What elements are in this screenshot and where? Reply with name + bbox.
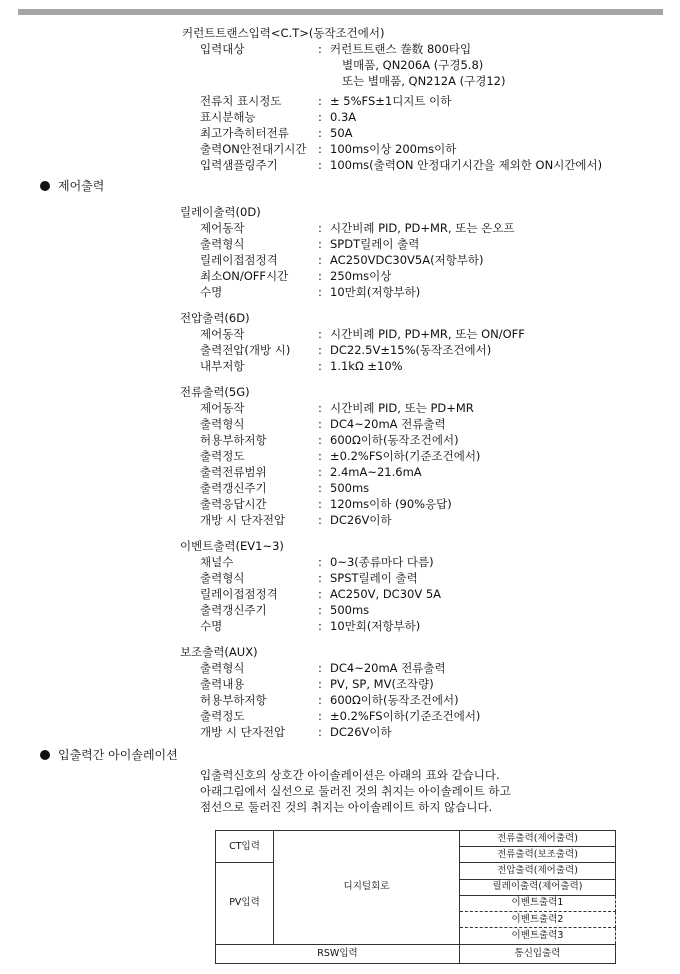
spec-label: 표시분해능	[200, 110, 256, 124]
colon-separator: :	[318, 693, 322, 707]
spec-label: 출력형식	[200, 571, 245, 585]
colon-separator: :	[318, 587, 322, 601]
spec-value: 500ms	[330, 603, 370, 617]
output-cell: 이벤트출력1	[460, 895, 616, 911]
colon-separator: :	[318, 94, 322, 108]
colon-separator: :	[318, 343, 322, 357]
colon-separator: :	[318, 269, 322, 283]
colon-separator: :	[318, 237, 322, 251]
group-title: 이벤트출력(EV1~3)	[180, 539, 284, 553]
spec-label: 전류치 표시정도	[200, 94, 282, 108]
colon-separator: :	[318, 110, 322, 124]
spec-label: 출력내용	[200, 677, 245, 691]
group-title: 보조출력(AUX)	[180, 645, 258, 659]
bullet-icon	[40, 181, 50, 191]
colon-separator: :	[318, 401, 322, 415]
paragraph-line: 점선으로 둘러진 것의 취지는 아이솔레이트 하지 않습니다.	[200, 800, 493, 814]
spec-label: 출력형식	[200, 661, 245, 675]
spec-value: 0~3(종류마다 다름)	[330, 555, 434, 569]
colon-separator: :	[318, 142, 322, 156]
paragraph-line: 아래그림에서 실선으로 둘러진 것의 취지는 아이솔레이트 하고	[200, 784, 511, 798]
spec-value: DC26V이하	[330, 725, 392, 739]
spec-value: AC250V, DC30V 5A	[330, 587, 442, 601]
spec-label: 허용부하저항	[200, 433, 267, 447]
spec-label: 입력샘플링주기	[200, 158, 278, 172]
colon-separator: :	[318, 359, 322, 373]
colon-separator: :	[318, 327, 322, 341]
colon-separator: :	[318, 285, 322, 299]
output-cell: 릴레이출력(제어출력)	[460, 879, 616, 895]
colon-separator: :	[318, 555, 322, 569]
spec-value: DC4~20mA 전류출력	[330, 417, 446, 431]
colon-separator: :	[318, 725, 322, 739]
spec-value: DC22.5V±15%(동작조건에서)	[330, 343, 492, 357]
spec-value: 120ms이하 (90%응답)	[330, 497, 452, 511]
spec-value: ±0.2%FS이하(기준조건에서)	[330, 449, 481, 463]
colon-separator: :	[318, 465, 322, 479]
spec-label: 출력형식	[200, 417, 245, 431]
spec-value: 600Ω이하(동작조건에서)	[330, 433, 459, 447]
colon-separator: :	[318, 603, 322, 617]
spec-value: 600Ω이하(동작조건에서)	[330, 693, 459, 707]
section-heading: 제어출력	[58, 179, 105, 193]
spec-value: 500ms	[330, 481, 370, 495]
spec-value: 시간비례 PID, PD+MR, 또는 ON/OFF	[330, 327, 525, 341]
spec-label: 제어동작	[200, 221, 245, 235]
spec-value: 시간비례 PID, 또는 PD+MR	[330, 401, 474, 415]
spec-label: 출력ON안전대기시간	[200, 142, 307, 156]
colon-separator: :	[318, 221, 322, 235]
spec-label: 수명	[200, 285, 223, 299]
colon-separator: :	[318, 571, 322, 585]
rsw-input-cell: RSW입력	[216, 944, 460, 963]
paragraph-line: 입출력신호의 상호간 아이솔레이션은 아래의 표와 같습니다.	[200, 768, 500, 782]
colon-separator: :	[318, 481, 322, 495]
spec-value: 2.4mA~21.6mA	[330, 465, 422, 479]
group-title: 전압출력(6D)	[180, 311, 250, 325]
spec-label: 출력정도	[200, 709, 245, 723]
spec-value: ±0.2%FS이하(기준조건에서)	[330, 709, 481, 723]
spec-label: 수명	[200, 619, 223, 633]
spec-label: 입력대상	[200, 42, 245, 56]
digital-circuit-cell: 디지털회로	[274, 831, 460, 945]
spec-value: 50A	[330, 126, 353, 140]
spec-value: ± 5%FS±1디지트 이하	[330, 94, 452, 108]
spec-label: 출력갱신주기	[200, 481, 267, 495]
pv-input-cell: PV입력	[216, 863, 274, 944]
spec-label: 개방 시 단자전압	[200, 513, 286, 527]
colon-separator: :	[318, 417, 322, 431]
spec-label: 최소ON/OFF시간	[200, 269, 289, 283]
bullet-icon	[40, 750, 50, 760]
colon-separator: :	[318, 497, 322, 511]
colon-separator: :	[318, 253, 322, 267]
spec-label: 최고가측히터전류	[200, 126, 289, 140]
spec-value: 1.1kΩ ±10%	[330, 359, 403, 373]
spec-value: PV, SP, MV(조작량)	[330, 677, 434, 691]
output-cell: 전류출력(제어출력)	[460, 831, 616, 847]
colon-separator: :	[318, 709, 322, 723]
spec-label: 출력정도	[200, 449, 245, 463]
spec-label: 릴레이접점정격	[200, 587, 278, 601]
spec-label: 채널수	[200, 555, 234, 569]
spec-label: 출력형식	[200, 237, 245, 251]
ct-input-cell: CT입력	[216, 831, 274, 863]
spec-value: 250ms이상	[330, 269, 392, 283]
colon-separator: :	[318, 42, 322, 56]
output-cell: 전압출력(제어출력)	[460, 863, 616, 879]
spec-value: SPST릴레이 출력	[330, 571, 418, 585]
colon-separator: :	[318, 619, 322, 633]
spec-label: 출력전류범위	[200, 465, 267, 479]
isolation-diagram	[215, 830, 616, 964]
spec-value: 100ms(출력ON 안정대기시간을 제외한 ON시간에서)	[330, 158, 603, 172]
spec-label: 출력응답시간	[200, 497, 267, 511]
colon-separator: :	[318, 513, 322, 527]
spec-value: 10만회(저항부하)	[330, 285, 421, 299]
colon-separator: :	[318, 449, 322, 463]
spec-label: 내부저항	[200, 359, 245, 373]
colon-separator: :	[318, 677, 322, 691]
colon-separator: :	[318, 433, 322, 447]
section-title: 커런트트랜스입력<C.T>(동작조건에서)	[182, 26, 385, 40]
spec-value: 별매품, QN206A (구경5.8)	[342, 58, 484, 72]
spec-value: DC26V이하	[330, 513, 392, 527]
spec-value: DC4~20mA 전류출력	[330, 661, 446, 675]
comm-io-cell: 통신입출력	[460, 944, 616, 963]
output-cell: 이벤트출력3	[460, 928, 616, 944]
spec-label: 제어동작	[200, 327, 245, 341]
colon-separator: :	[318, 126, 322, 140]
spec-value: AC250VDC30V5A(저항부하)	[330, 253, 484, 267]
spec-label: 출력갱신주기	[200, 603, 267, 617]
spec-label: 출력전압(개방 시)	[200, 343, 291, 357]
group-title: 릴레이출력(0D)	[180, 205, 261, 219]
spec-value: 또는 별매품, QN212A (구경12)	[342, 74, 506, 88]
spec-label: 제어동작	[200, 401, 245, 415]
output-cell: 이벤트출력2	[460, 912, 616, 928]
top-rule	[18, 9, 663, 15]
group-title: 전류출력(5G)	[180, 385, 250, 399]
spec-label: 허용부하저항	[200, 693, 267, 707]
output-cell: 전류출력(보조출력)	[460, 847, 616, 863]
spec-value: 시간비례 PID, PD+MR, 또는 온오프	[330, 221, 515, 235]
spec-value: 0.3A	[330, 110, 357, 124]
section-heading: 입출력간 아이솔레이션	[58, 748, 178, 762]
spec-label: 개방 시 단자전압	[200, 725, 286, 739]
spec-value: 커런트트랜스 巻数 800타입	[330, 42, 472, 56]
spec-value: 100ms이상 200ms이하	[330, 142, 457, 156]
spec-value: SPDT릴레이 출력	[330, 237, 420, 251]
colon-separator: :	[318, 661, 322, 675]
spec-label: 릴레이접점정격	[200, 253, 278, 267]
colon-separator: :	[318, 158, 322, 172]
spec-value: 10만회(저항부하)	[330, 619, 421, 633]
